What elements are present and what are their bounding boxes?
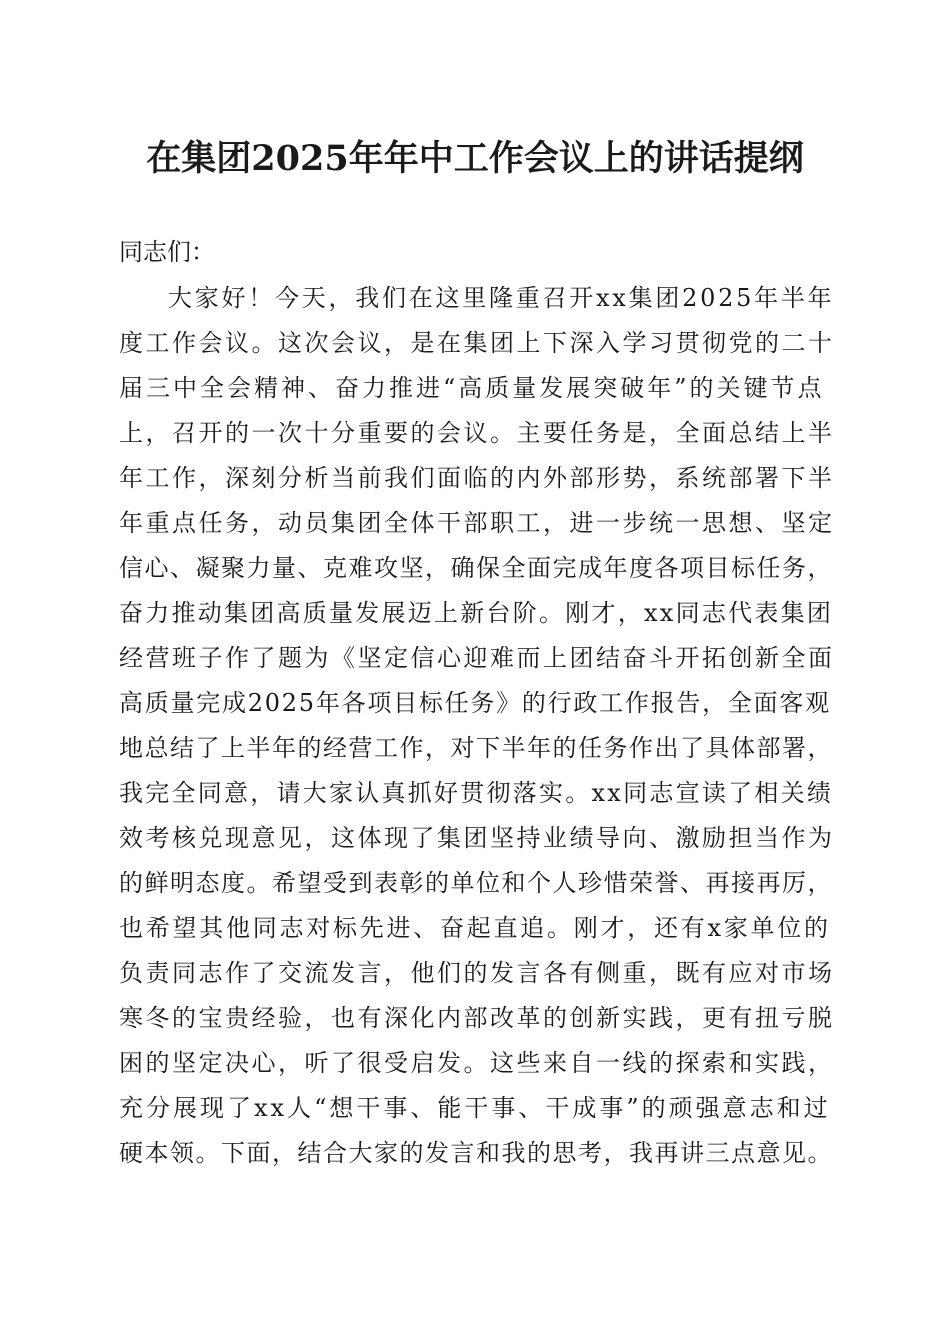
paragraph-line: 负责同志作了交流发言，他们的发言各有侧重，既有应对市场	[119, 959, 835, 987]
paragraph-line: 困的坚定决心，听了很受启发。这些来自一线的探索和实践，	[119, 1049, 835, 1077]
paragraph-line: 年工作，深刻分析当前我们面临的内外部形势，系统部署下半	[119, 464, 835, 492]
paragraph-line: 充分展现了xx人“想干事、能干事、干成事”的顽强意志和过	[119, 1094, 831, 1122]
paragraph-line: 上，召开的一次十分重要的会议。主要任务是，全面总结上半	[119, 419, 835, 447]
paragraph-line: 度工作会议。这次会议，是在集团上下深入学习贯彻党的二十	[119, 329, 835, 357]
paragraph-line: 地总结了上半年的经营工作，对下半年的任务作出了具体部署，	[119, 734, 833, 762]
paragraph-line: 奋力推动集团高质量发展迈上新台阶。刚才，xx同志代表集团	[119, 599, 834, 627]
paragraph-line: 也希望其他同志对标先进、奋起直追。刚才，还有x家单位的	[119, 914, 831, 942]
paragraph-line: 的鲜明态度。希望受到表彰的单位和个人珍惜荣誉、再接再厉，	[119, 869, 833, 897]
paragraph-line: 我完全同意，请大家认真抓好贯彻落实。xx同志宣读了相关绩	[119, 779, 834, 807]
paragraph-line: 大家好！今天，我们在这里隆重召开xx集团2025年半年	[168, 284, 835, 312]
paragraph-line: 信心、凝聚力量、克难攻坚，确保全面完成年度各项目标任务，	[119, 554, 833, 582]
paragraph-line: 寒冬的宝贵经验，也有深化内部改革的创新实践，更有扭亏脱	[119, 1004, 835, 1032]
page-title: 在集团2025年年中工作会议上的讲话提纲	[146, 138, 804, 179]
paragraph-line: 届三中全会精神、奋力推进“高质量发展突破年”的关键节点	[119, 374, 825, 402]
salutation: 同志们：	[119, 238, 215, 266]
paragraph-line: 经营班子作了题为《坚定信心迎难而上团结奋斗开拓创新全面	[119, 644, 835, 672]
paragraph-line: 年重点任务，动员集团全体干部职工，进一步统一思想、坚定	[119, 509, 835, 537]
paragraph-line: 高质量完成2025年各项目标任务》的行政工作报告，全面客观	[119, 689, 831, 717]
paragraph-line: 效考核兑现意见，这体现了集团坚持业绩导向、激励担当作为	[119, 824, 835, 852]
paragraph-line: 硬本领。下面，结合大家的发言和我的思考，我再讲三点意见。	[119, 1139, 833, 1167]
